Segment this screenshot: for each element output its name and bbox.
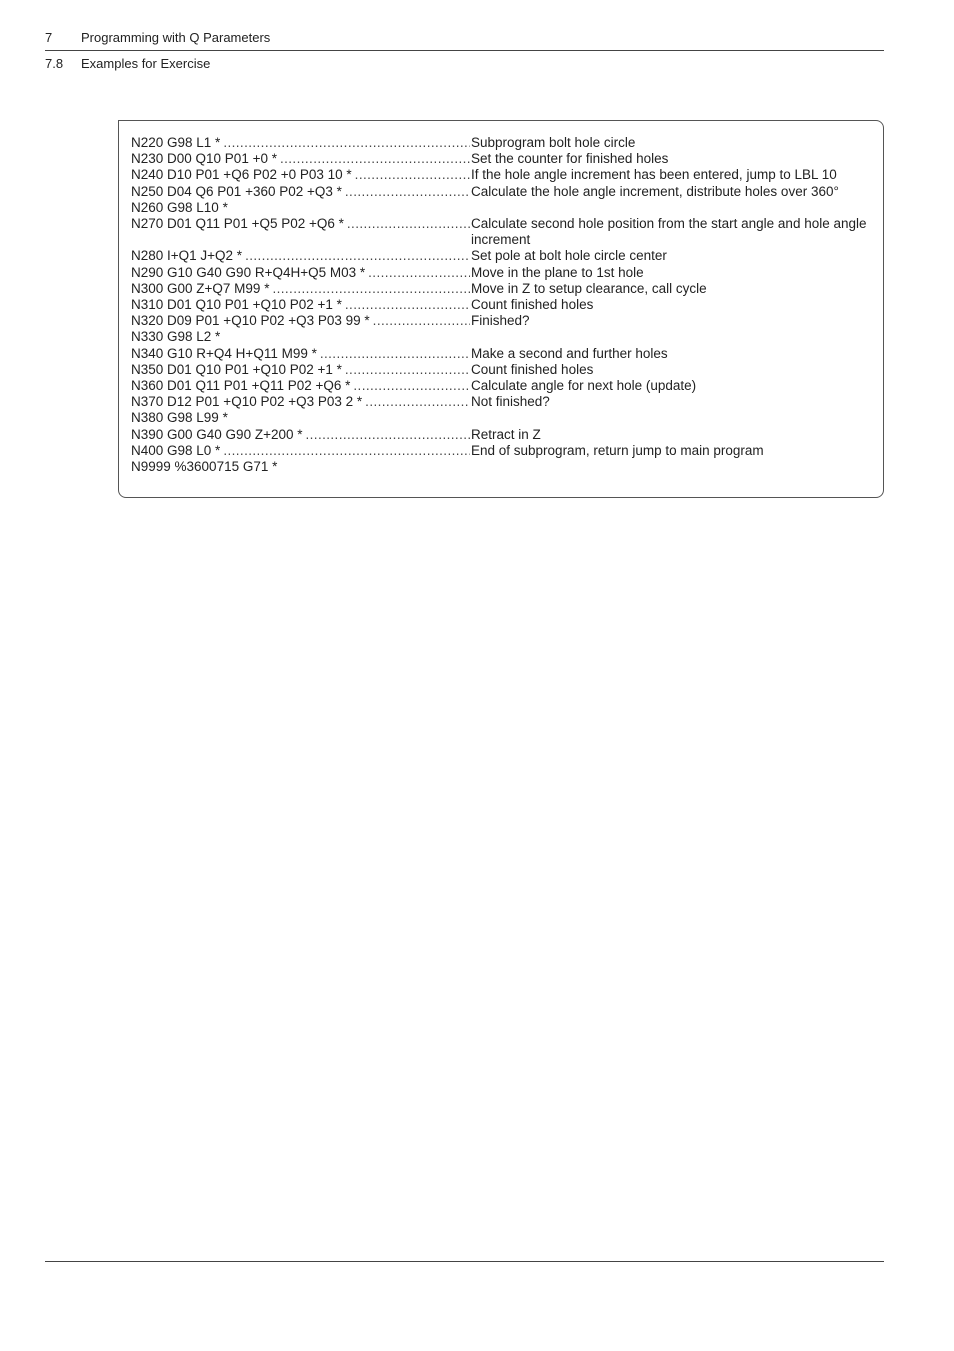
code-comment: Set pole at bolt hole circle center	[471, 248, 667, 264]
program-line	[131, 200, 871, 216]
dot-leader	[353, 378, 470, 394]
program-line	[131, 151, 871, 167]
program-code-cell	[131, 216, 471, 248]
dot-leader	[373, 313, 470, 329]
program-line	[131, 378, 871, 394]
program-code-cell	[131, 248, 471, 264]
code-comment: Make a second and further holes	[471, 345, 668, 361]
dot-leader	[355, 167, 470, 183]
code-text: N280 I+Q1 J+Q2 *	[131, 248, 243, 264]
code-comment: Subprogram bolt hole circle	[471, 135, 636, 150]
code-comment	[471, 410, 871, 426]
code-text: N300 G00 Z+Q7 M99 *	[131, 280, 270, 296]
program-line	[131, 329, 871, 345]
code-text: N340 G10 R+Q4 H+Q11 M99 *	[131, 345, 317, 361]
program-line	[131, 443, 871, 459]
section-title: Examples for Exercise	[81, 56, 211, 71]
program-code-cell	[131, 200, 471, 216]
program-line	[131, 346, 871, 362]
dot-leader	[320, 346, 470, 362]
code-comment	[471, 200, 871, 216]
program-code-cell	[131, 443, 471, 459]
program-line	[131, 184, 871, 200]
code-text: N390 G00 G40 G90 Z+200 *	[131, 426, 303, 442]
dot-leader	[306, 427, 471, 443]
program-listing-box	[118, 120, 884, 498]
code-comment: Move in Z to setup clearance, call cycle	[471, 280, 707, 296]
program-line	[131, 313, 871, 329]
code-text: N220 G98 L1 *	[131, 135, 221, 150]
program-lines	[131, 135, 871, 475]
code-text: N320 D09 P01 +Q10 P02 +Q3 P03 99 *	[131, 313, 370, 329]
program-code-cell	[131, 410, 471, 426]
code-text: N250 D04 Q6 P01 +360 P02 +Q3 *	[131, 183, 342, 199]
code-text: N270 D01 Q11 P01 +Q5 P02 +Q6 *	[131, 216, 344, 232]
dot-leader	[280, 151, 470, 167]
dot-leader	[223, 443, 470, 459]
program-line	[131, 248, 871, 264]
code-text: N370 D12 P01 +Q10 P02 +Q3 P03 2 *	[131, 394, 363, 410]
program-line	[131, 281, 871, 297]
header-divider	[45, 50, 884, 51]
dot-leader	[347, 216, 470, 248]
program-line	[131, 167, 871, 183]
dot-leader	[345, 362, 470, 378]
code-text: N330 G98 L2 *	[131, 329, 221, 345]
program-code-cell	[131, 459, 471, 475]
program-line	[131, 427, 871, 443]
program-line	[131, 216, 871, 248]
program-code-cell	[131, 135, 471, 151]
code-text: N310 D01 Q10 P01 +Q10 P02 +1 *	[131, 297, 342, 313]
program-code-cell	[131, 184, 471, 200]
dot-leader	[345, 184, 470, 200]
dot-leader	[245, 248, 470, 264]
program-code-cell	[131, 265, 471, 281]
program-code-cell	[131, 313, 471, 329]
code-comment: Calculate second hole position from the start angle and hole angle increment	[471, 216, 867, 248]
program-code-cell	[131, 427, 471, 443]
section-number: 7.8	[45, 56, 64, 71]
program-code-cell	[131, 378, 471, 394]
program-line	[131, 394, 871, 410]
dot-leader	[365, 394, 470, 410]
code-comment: If the hole angle increment has been entered, jump to LBL 10	[471, 167, 837, 183]
code-comment: Move in the plane to 1st hole	[471, 264, 644, 280]
program-code-cell	[131, 346, 471, 362]
program-line	[131, 135, 871, 151]
chapter-heading	[45, 30, 270, 46]
code-comment: End of subprogram, return jump to main program	[471, 442, 764, 458]
program-code-cell	[131, 362, 471, 378]
code-comment: Calculate angle for next hole (update)	[471, 378, 697, 394]
code-text: N360 D01 Q11 P01 +Q11 P02 +Q6 *	[131, 378, 351, 394]
code-text: N240 D10 P01 +Q6 P02 +0 P03 10 *	[131, 167, 352, 183]
code-text: N260 G98 L10 *	[131, 199, 228, 215]
code-comment: Calculate the hole angle increment, distribute holes over 360°	[471, 183, 839, 199]
code-text: N350 D01 Q10 P01 +Q10 P02 +1 *	[131, 361, 342, 377]
code-text: N400 G98 L0 *	[131, 442, 221, 458]
code-comment: Not finished?	[471, 394, 550, 410]
dot-leader	[272, 281, 470, 297]
program-line	[131, 265, 871, 281]
program-code-cell	[131, 281, 471, 297]
code-comment: Finished?	[471, 313, 530, 329]
chapter-title: Programming with Q Parameters	[81, 30, 271, 45]
code-text: N230 D00 Q10 P01 +0 *	[131, 151, 277, 167]
code-comment: Set the counter for finished holes	[471, 151, 669, 167]
dot-leader	[368, 265, 470, 281]
chapter-number: 7	[45, 30, 53, 45]
program-code-cell	[131, 167, 471, 183]
code-text: N380 G98 L99 *	[131, 410, 228, 426]
footer-divider	[45, 1261, 884, 1262]
dot-leader	[223, 135, 470, 151]
code-comment: Count finished holes	[471, 297, 594, 313]
code-text: N290 G10 G40 G90 R+Q4H+Q5 M03 *	[131, 264, 366, 280]
code-comment: Retract in Z	[471, 426, 541, 442]
code-comment: Count finished holes	[471, 361, 594, 377]
program-line	[131, 410, 871, 426]
program-line	[131, 459, 871, 475]
code-comment	[471, 329, 871, 345]
program-code-cell	[131, 151, 471, 167]
program-code-cell	[131, 394, 471, 410]
program-code-cell	[131, 329, 471, 345]
program-line	[131, 362, 871, 378]
program-line	[131, 297, 871, 313]
dot-leader	[345, 297, 470, 313]
program-code-cell	[131, 297, 471, 313]
code-comment	[471, 459, 871, 475]
section-heading	[45, 56, 210, 72]
code-text: N9999 %3600715 G71 *	[131, 459, 278, 475]
